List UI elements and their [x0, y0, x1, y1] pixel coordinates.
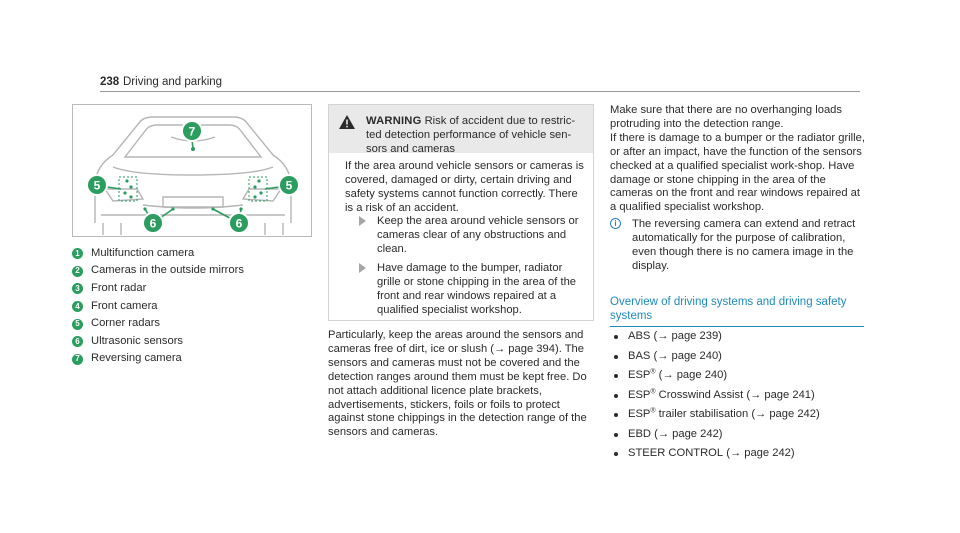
damage-paragraph: If there is damage to a bumper or the radiator grille, or after an impact, have the function of the sensors checked at a qualified specialist work-shop. Have damage or stone chipping in the area of the cameras on the front and rear windows repaired at a qualified specialist workshop. — [610, 131, 865, 214]
system-name: EBD — [628, 427, 652, 440]
legend-label: Front radar — [91, 282, 147, 295]
warning-triangle-icon — [339, 115, 355, 134]
list-item — [614, 447, 864, 467]
system-name: ESP — [628, 369, 651, 381]
system-sup: ® — [650, 368, 656, 376]
page-number: 238 — [100, 76, 120, 88]
legend-number-badge: 1 — [72, 248, 83, 259]
page-header — [100, 76, 860, 92]
overview-heading: Overview of driving systems and driving safety systems — [610, 296, 864, 327]
system-sup: ® — [650, 387, 656, 395]
vehicle-illustration — [73, 105, 312, 237]
system-name: ESP — [628, 408, 651, 420]
system-page-ref[interactable]: (→ page 242) — [651, 427, 723, 440]
system-name: ABS — [628, 330, 651, 342]
legend-label: Front camera — [91, 299, 158, 312]
legend-item — [72, 315, 312, 333]
list-item — [614, 330, 864, 350]
marker-6-right-label: 6 — [235, 216, 243, 231]
vehicle-sensor-figure — [72, 104, 312, 237]
sensor-care-paragraph: Particularly, keep the areas around the sensors and cameras free of dirt, ice or slush (→ page 394). The sensors and cameras must not be covered and the detection ranges around them must be kept free. Do not attach additional licence plate brackets, advertisements, stickers, foils or foils to protect against stone chippings in the detection range of the sensors and cameras. — [328, 329, 587, 439]
legend-item — [72, 298, 312, 316]
legend-number-badge: 2 — [72, 266, 83, 277]
bullet-dot-icon — [614, 335, 618, 339]
legend-item — [72, 351, 312, 369]
info-icon: i — [610, 218, 621, 229]
legend-label: Reversing camera — [91, 352, 182, 365]
bullet-dot-icon — [614, 433, 618, 437]
legend-label: Ultrasonic sensors — [91, 334, 184, 347]
system-page-ref[interactable]: (→ page 240) — [655, 369, 728, 381]
marker-5-right-label: 5 — [285, 178, 293, 193]
warning-title — [366, 115, 588, 157]
right-column — [610, 104, 865, 215]
legend-number-badge: 7 — [72, 354, 83, 365]
list-item — [614, 369, 864, 389]
legend-item — [72, 333, 312, 351]
list-item — [614, 389, 864, 409]
section-title: Driving and parking — [123, 76, 223, 88]
system-name: BAS — [628, 349, 651, 362]
warning-keyword: WARNING — [366, 115, 422, 127]
system-page-ref[interactable]: Crosswind Assist (→ page 241) — [655, 388, 815, 401]
bullet-dot-icon — [614, 413, 618, 417]
list-item — [614, 428, 864, 448]
warning-box — [328, 104, 594, 321]
system-page-ref[interactable]: (→ page 242) — [723, 447, 795, 459]
step-arrow-icon — [359, 216, 366, 226]
bullet-dot-icon — [614, 452, 618, 456]
system-page-ref[interactable]: trailer stabilisation (→ page 242) — [655, 408, 820, 420]
warning-title-text: Risk of accident due to restric-ted detection performance of vehicle sen-sors and cameras — [366, 115, 576, 155]
legend-label: Corner radars — [91, 317, 161, 330]
marker-7-label: 7 — [188, 124, 196, 139]
legend-number-badge: 6 — [72, 336, 83, 347]
legend-label: Multifunction camera — [91, 246, 195, 259]
legend-item — [72, 263, 312, 281]
overhang-paragraph: Make sure that there are no overhanging loads protruding into the detection range. — [610, 104, 842, 130]
list-item — [614, 350, 864, 370]
warning-body: If the area around vehicle sensors or cameras is covered, damaged or dirty, certain driving and safety systems cannot function correctly. There is a risk of an accident. — [345, 160, 584, 214]
system-name: ESP — [628, 388, 651, 401]
list-item — [614, 408, 864, 428]
warning-step-text: Keep the area around vehicle sensors or cameras clear of any obstructions and clean. — [377, 215, 579, 255]
note-text: The reversing camera can extend and retract automatically for the purpose of calibration, even though there is no camera image in the display. — [632, 218, 856, 272]
legend-item — [72, 245, 312, 263]
legend-number-badge: 3 — [72, 283, 83, 294]
system-page-ref[interactable]: (→ page 240) — [650, 349, 722, 362]
warning-step-text: Have damage to the bumper, radiator grille or stone chipping in the area of the front and rear windows repaired at a qualified specialist workshop. — [377, 262, 577, 316]
system-name: STEER CONTROL — [628, 447, 724, 459]
figure-legend — [72, 245, 312, 368]
step-arrow-icon — [359, 263, 366, 273]
marker-6-left-label: 6 — [149, 216, 157, 231]
legend-label: Cameras in the outside mirrors — [91, 264, 244, 277]
bullet-dot-icon — [614, 374, 618, 378]
bullet-dot-icon — [614, 355, 618, 359]
driving-systems-list — [614, 330, 864, 467]
legend-number-badge: 5 — [72, 319, 83, 330]
legend-item — [72, 280, 312, 298]
warning-header — [329, 105, 593, 153]
legend-number-badge: 4 — [72, 301, 83, 312]
marker-5-left-label: 5 — [93, 178, 101, 193]
system-page-ref[interactable]: (→ page 239) — [650, 330, 722, 342]
bullet-dot-icon — [614, 394, 618, 398]
system-sup: ® — [650, 407, 656, 415]
